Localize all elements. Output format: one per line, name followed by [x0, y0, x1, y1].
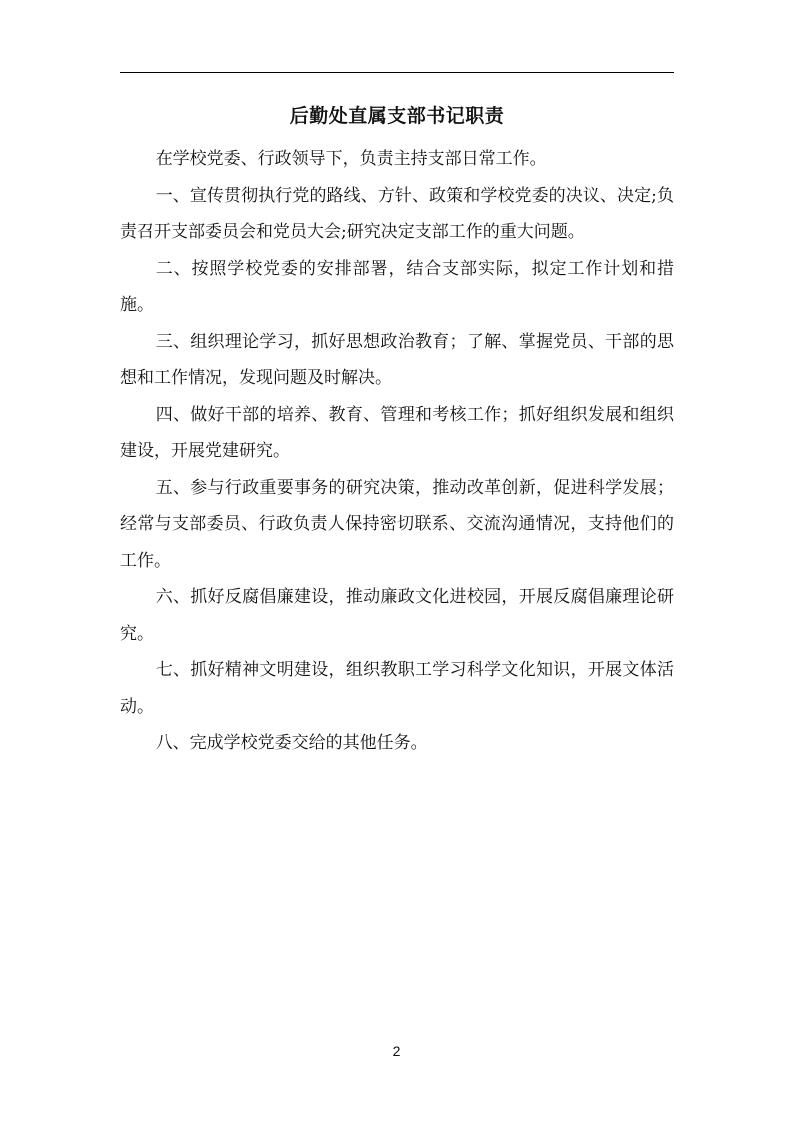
paragraph-duty-3: 三、组织理论学习，抓好思想政治教育；了解、掌握党员、干部的思想和工作情况，发现问题及时解决。 [120, 331, 674, 388]
paragraph-duty-1: 一、宣传贯彻执行党的路线、方针、政策和学校党委的决议、决定;负责召开支部委员会和党员大会;研究决定支部工作的重大问题。 [120, 185, 674, 242]
paragraph-duty-4: 四、做好干部的培养、教育、管理和考核工作；抓好组织发展和组织建设，开展党建研究。 [120, 404, 674, 461]
paragraph-duty-6: 六、抓好反腐倡廉建设，推动廉政文化进校园，开展反腐倡廉理论研究。 [120, 587, 674, 644]
document-body [120, 141, 674, 762]
paragraph-intro: 在学校党委、行政领导下，负责主持支部日常工作。 [155, 149, 547, 169]
page-title: 后勤处直属支部书记职责 [289, 105, 505, 127]
paragraph-duty-2: 二、按照学校党委的安排部署，结合支部实际，拟定工作计划和措施。 [120, 258, 674, 315]
paragraph-duty-7: 七、抓好精神文明建设，组织教职工学习科学文化知识，开展文体活动。 [120, 660, 674, 717]
page-number: 2 [392, 1043, 401, 1059]
paragraph-duty-5: 五、参与行政重要事务的研究决策，推动改革创新，促进科学发展；经常与支部委员、行政负责人保持密切联系、交流沟通情况，支持他们的工作。 [120, 477, 674, 571]
paragraph-duty-8: 八、完成学校党委交给的其他任务。 [155, 733, 428, 753]
header-rule [120, 72, 674, 73]
